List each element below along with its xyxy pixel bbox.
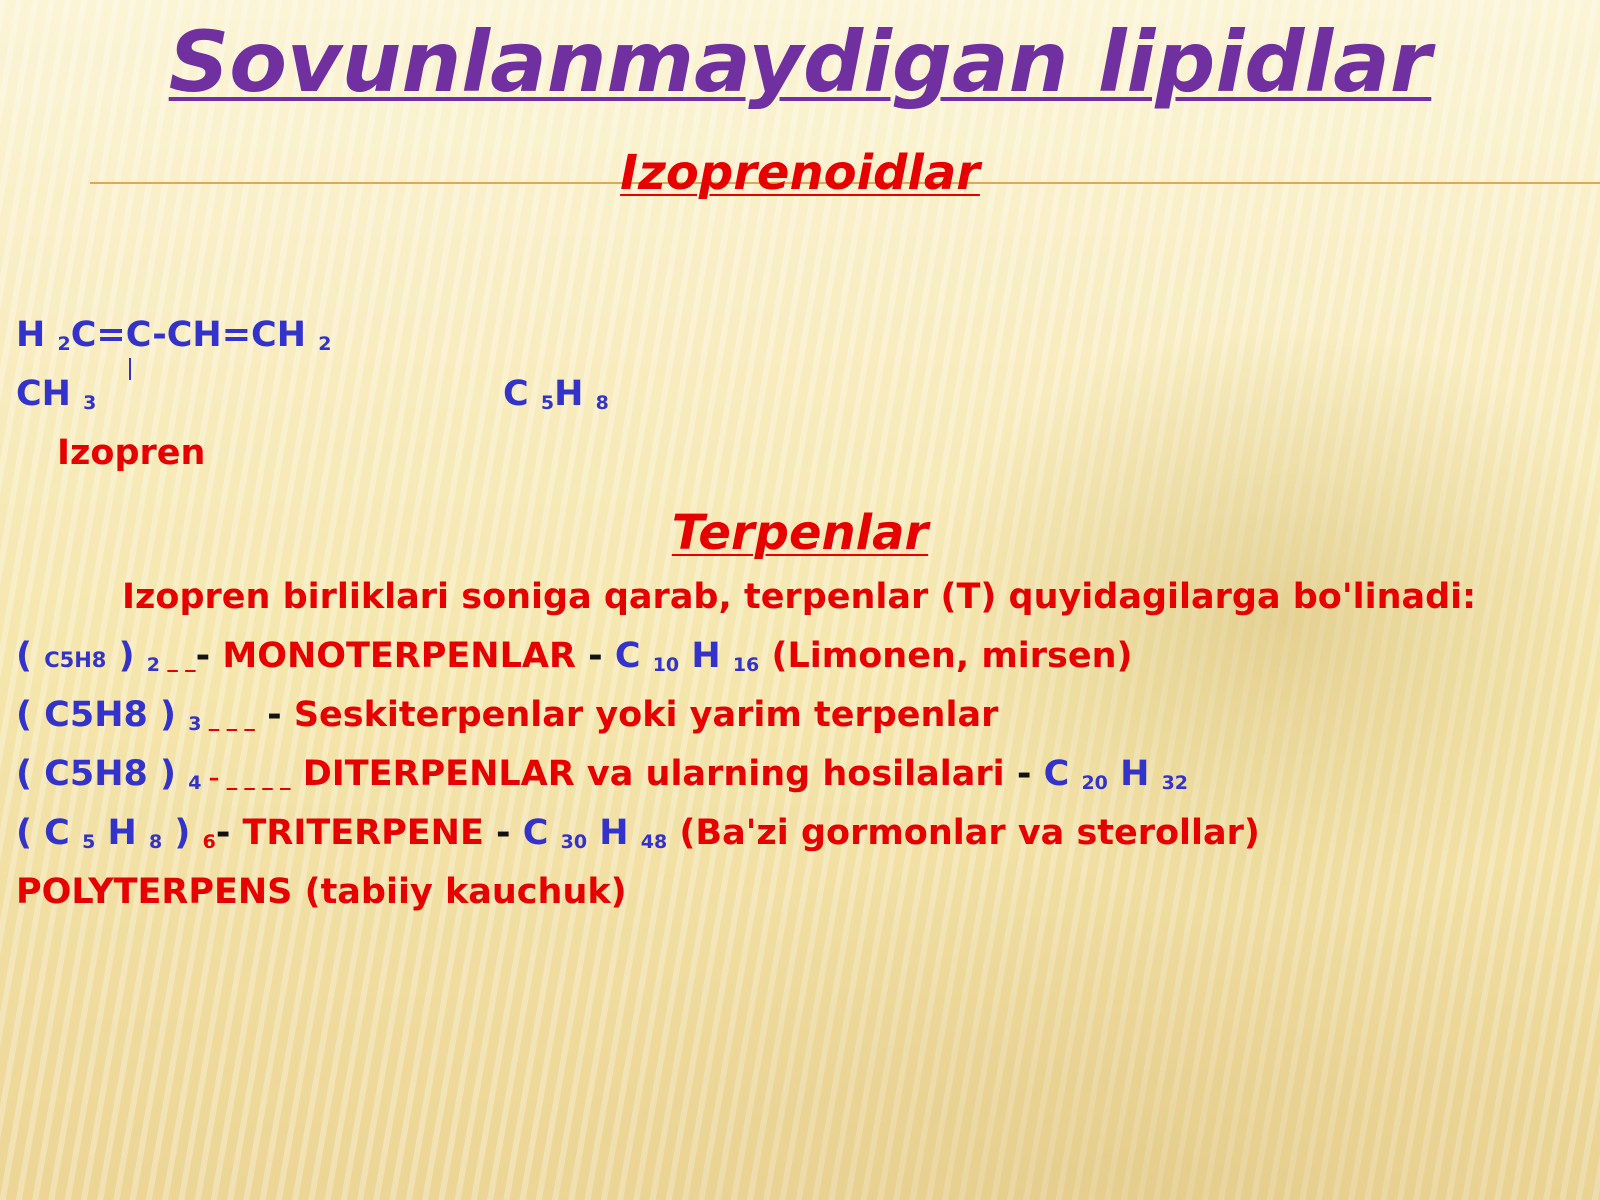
subheading-terpenlar: Terpenlar [671,505,929,561]
formula-line-2: CH $_3$ [16,374,97,414]
formula-line-1: H $_2$C=C-CH=CH $_2$ [16,315,332,355]
row-polyterpenes: POLYTERPENS (tabiiy kauchuk) [16,872,627,912]
row-diterpenes: ( C5H8 ) $_4$ – _ _ _ _ DITERPENLAR va ularning hosilalari - C $_{20}$ H $_{32}$ [16,754,1189,794]
branch-bond [129,358,131,380]
row-triterpenes: ( C $_5$ H $_8$ ) $_6$- TRITERPENE - C $_{30}$ H $_{48}$ (Ba'zi gormonlar va sterollar) [16,813,1260,853]
molecular-formula: C $_5$H $_8$ [503,374,609,414]
subheading-izoprenoidlar: Izoprenoidlar [620,145,980,201]
slide-title: Sovunlanmaydigan lipidlar [168,13,1432,111]
row-monoterpenes: ( C5H8 ) $_2$ _ _- MONOTERPENLAR - C $_{10}$ H $_{16}$ (Limonen, mirsen) [16,636,1133,676]
row-sesquiterpenes: ( C5H8 ) $_3$ _ _ _ - Seskiterpenlar yoki yarim terpenlar [16,695,999,735]
intro-text: Izopren birliklari soniga qarab, terpenlar (T) quyidagilarga bo'linadi: [122,577,1477,617]
formula-name: Izopren [57,433,206,473]
